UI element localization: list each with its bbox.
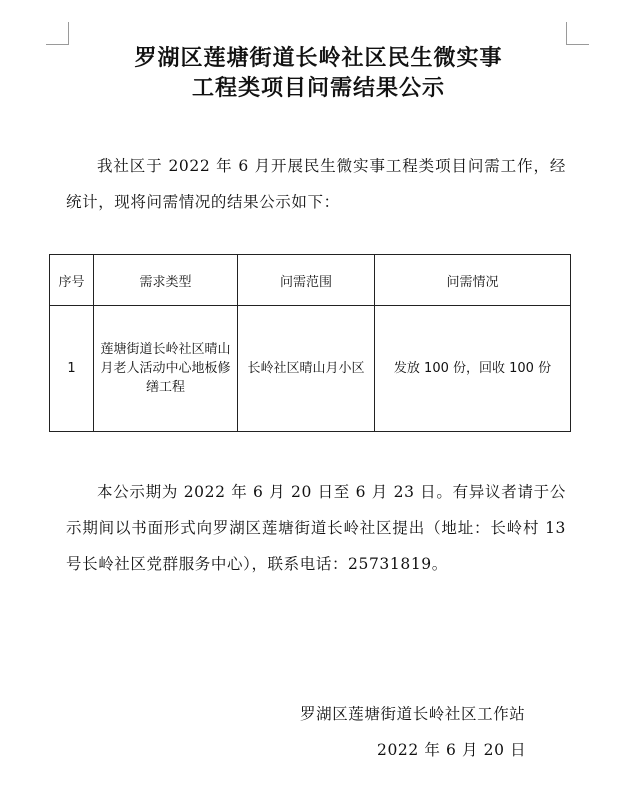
page-corner-mark-left [46, 22, 69, 45]
header-survey-result: 问需情况 [375, 255, 571, 306]
title-line-1: 罗湖区莲塘街道长岭社区民生微实事 [134, 46, 503, 71]
document-title [0, 44, 637, 104]
header-index: 序号 [50, 255, 94, 306]
header-survey-scope: 问需范围 [238, 255, 375, 306]
table-header-row [50, 255, 571, 306]
table-row [50, 306, 571, 432]
intro-paragraph: 我社区于 2022 年 6 月开展民生微实事工程类项目问需工作，经统计，现将问需情况的结果公示如下： [66, 157, 566, 211]
page-corner-mark-right [566, 22, 589, 45]
title-line-2: 工程类项目问需结果公示 [191, 76, 445, 101]
cell-demand-type: 莲塘街道长岭社区晴山月老人活动中心地板修缮工程 [94, 306, 238, 432]
cell-survey-scope: 长岭社区晴山月小区 [238, 306, 375, 432]
cell-index: 1 [50, 306, 94, 432]
header-demand-type: 需求类型 [94, 255, 238, 306]
survey-result-table [49, 254, 571, 432]
signature-date: 2022 年 6 月 20 日 [377, 741, 527, 759]
signature-organization: 罗湖区莲塘街道长岭社区工作站 [300, 705, 526, 723]
notice-paragraph: 本公示期为 2022 年 6 月 20 日至 6 月 23 日。有异议者请于公示期间以书面形式向罗湖区莲塘街道长岭社区提出（地址：长岭村 13 号长岭社区党群服务中心），联系电话：25731819。 [66, 483, 566, 573]
cell-survey-result: 发放 100 份，回收 100 份 [375, 306, 571, 432]
